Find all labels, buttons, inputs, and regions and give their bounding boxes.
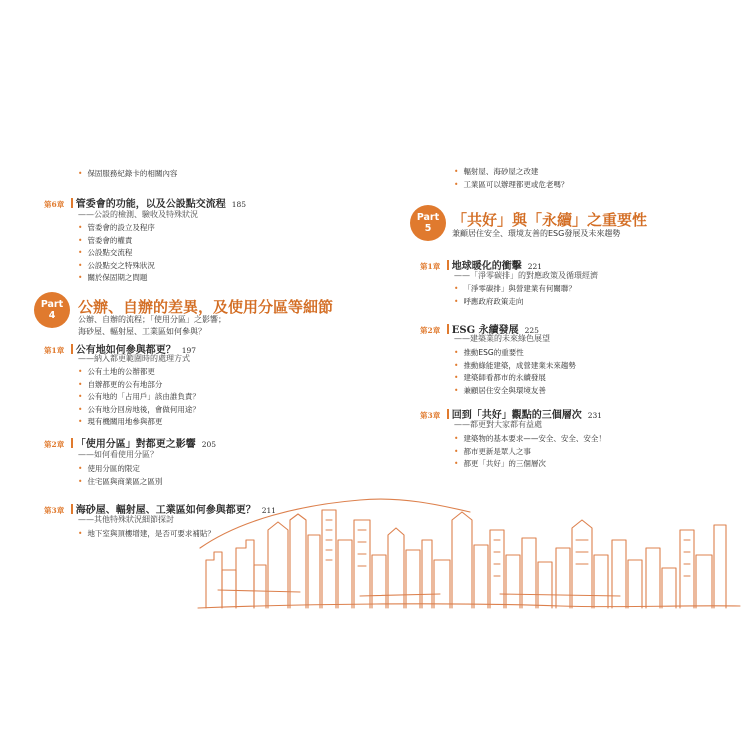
chapter-subtitle: ——納入都更範圍時的處理方式	[78, 354, 190, 363]
chapter-number: 第2章	[420, 326, 441, 335]
page-number: 185	[231, 200, 247, 209]
part-title: 「共好」與「永續」之重要性	[452, 211, 648, 229]
list-item: • 公有地的「占用戶」該由誰負責？	[78, 391, 200, 404]
list-item: • 公設點交流程	[78, 247, 155, 260]
chapter-title: ESG 永續發展	[451, 325, 519, 336]
part-label: Part	[416, 212, 440, 223]
chapter-title: 「使用分區」對都更之影響	[75, 439, 196, 450]
part-description: 兼顧居住安全、環境友善的ESG發展及未來趨勢	[452, 229, 621, 238]
chapter-subtitle: ——「淨零碳排」的對應政策及循環經濟	[454, 271, 598, 280]
list-item: • 都市更新是眾人之事	[454, 446, 606, 459]
list-item: • 現有機關用地參與都更	[78, 416, 200, 429]
list-item: • 建築師看都市的永續發展	[454, 372, 576, 385]
part-number: 5	[424, 223, 432, 234]
page-number: 205	[201, 440, 217, 449]
chapter-subtitle: ——公設的檢測、驗收及特殊狀況	[78, 210, 198, 219]
chapter-number: 第3章	[420, 411, 441, 420]
list-item: • 都更「共好」的三個層次	[454, 458, 606, 471]
list-item: • 住宅區與商業區之區別	[78, 476, 162, 489]
chapter-subtitle: ——其他特殊狀況細節探討	[78, 515, 174, 524]
page-number: 231	[587, 411, 603, 420]
chapter-subtitle: ——如何看使用分區？	[78, 450, 158, 459]
part-label: Part	[40, 299, 64, 310]
list-item: • 推動綠能建築，成營建業未來趨勢	[454, 360, 576, 373]
chapter-subtitle: ——建築業的未來綠色展望	[454, 334, 550, 343]
chapter-number: 第2章	[44, 440, 65, 449]
list-item: • 自辦都更的公有地部分	[78, 379, 200, 392]
list-item: • 保固服務紀錄卡的相關內容	[78, 168, 177, 181]
chapter-number: 第3章	[44, 506, 65, 515]
chapter-title: 回到「共好」觀點的三個層次	[451, 410, 582, 421]
chapter-title: 海砂屋、輻射屋、工業區如何參與都更？	[75, 505, 256, 516]
list-item: • 公有地分回房地後，會做何用途？	[78, 404, 200, 417]
list-item: • 使用分區的限定	[78, 463, 162, 476]
chapter-number: 第1章	[420, 262, 441, 271]
list-item: • 地下室與頂樓增建，是否可要求補貼？	[78, 528, 215, 541]
list-item: • 「淨零碳排」與營建業有何關聯？	[454, 283, 576, 296]
page-number: 221	[527, 262, 543, 271]
list-item: • 推動ESG的重要性	[454, 347, 576, 360]
list-item: • 管委會的設立及程序	[78, 222, 155, 235]
page-number: 197	[181, 346, 197, 355]
chapter-number: 第6章	[44, 200, 65, 209]
chapter-title: 地球暖化的衝擊	[451, 261, 522, 272]
chapter-subtitle: ——都更對大家都有益處	[454, 420, 542, 429]
part-description-line: 公辦、自辦的流程；「使用分區」之影響；	[78, 315, 226, 324]
page-number: 225	[524, 326, 539, 335]
list-item: • 呼應政府政策走向	[454, 296, 576, 309]
list-item: • 建築物的基本要求——安全、安全、安全！	[454, 433, 606, 446]
list-item: • 關於保固期之問題	[78, 272, 155, 285]
list-item: • 工業區可以辦理都更或危老嗎？	[454, 179, 568, 192]
list-item: • 公有土地的公辦都更	[78, 366, 200, 379]
list-item: • 輻射屋、海砂屋之改建	[454, 166, 568, 179]
list-item: • 公設點交之特殊狀況	[78, 260, 155, 273]
part-description-line: 海砂屋、輻射屋、工業區如何參與？	[78, 327, 206, 336]
chapter-title: 管委會的功能，以及公設點交流程	[75, 199, 226, 210]
chapter-title: 公有地如何參與都更？	[75, 345, 176, 356]
list-item: • 管委會的權責	[78, 235, 155, 248]
page-number: 211	[261, 506, 277, 515]
chapter-number: 第1章	[44, 346, 65, 355]
part-title: 公辦、自辦的差異，及使用分區等細節	[78, 298, 334, 316]
part-number: 4	[48, 310, 56, 321]
list-item: • 兼顧居住安全與環境友善	[454, 385, 576, 398]
